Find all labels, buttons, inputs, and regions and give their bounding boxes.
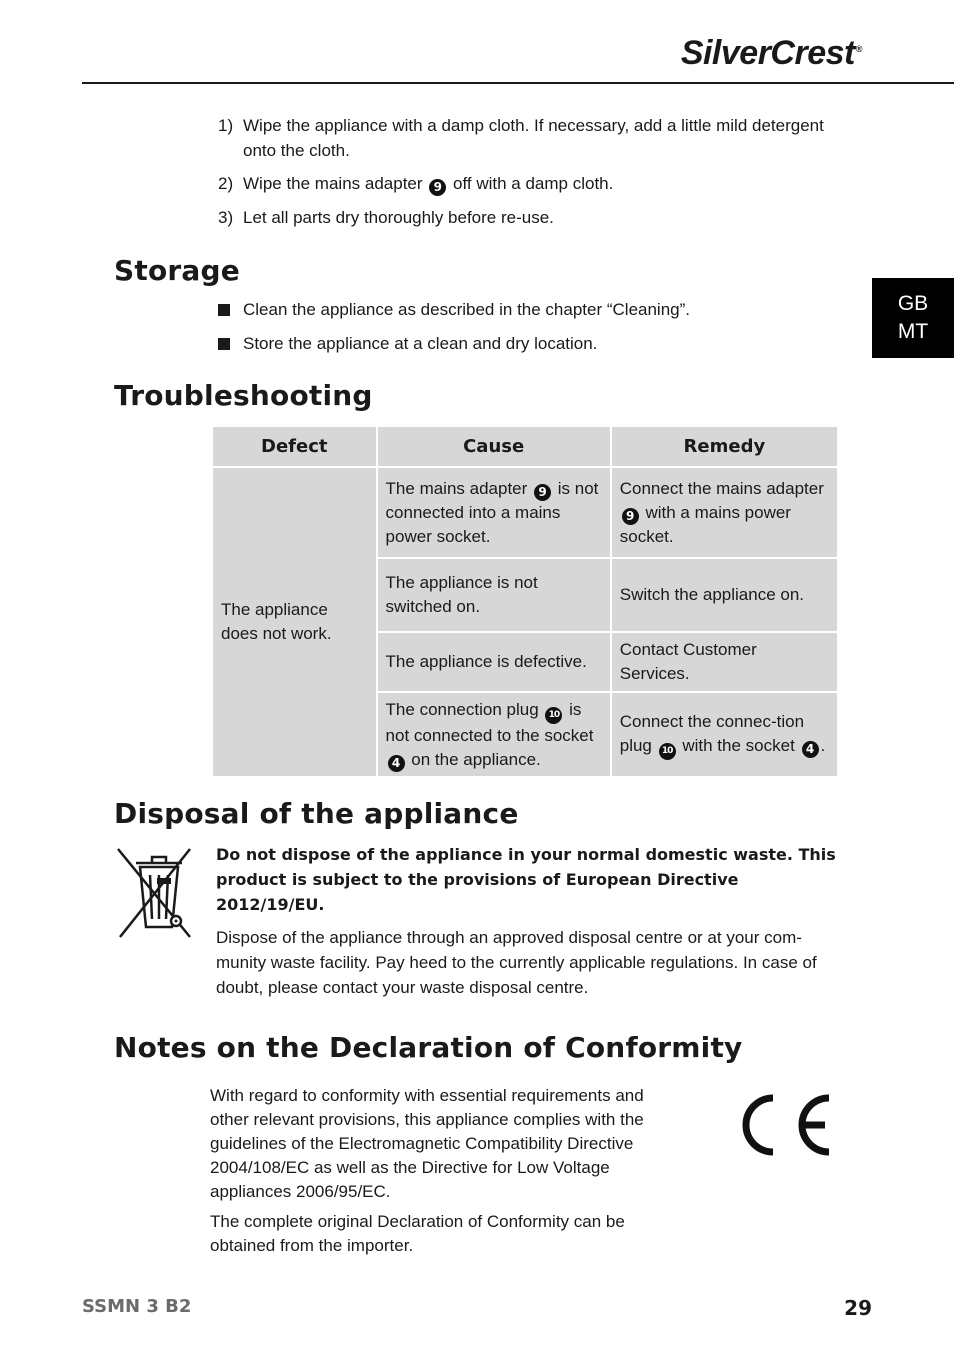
- cell-text: on the appliance.: [411, 749, 541, 769]
- storage-list: [218, 297, 838, 357]
- conformity-paragraph-2: The complete original Declaration of Conformity can be obtained from the importer.: [210, 1212, 625, 1255]
- conformity-heading: Notes on the Declaration of Conformity: [114, 1031, 743, 1064]
- step-number: 1): [218, 116, 234, 135]
- bullet-square-icon: [218, 304, 230, 316]
- header-rule: [82, 82, 954, 84]
- step-number: 3): [218, 208, 234, 227]
- crossed-bin-icon: [114, 845, 194, 940]
- list-item: [218, 113, 848, 163]
- brand-name: SilverCrest: [680, 34, 855, 72]
- reference-number-badge: 10: [545, 707, 562, 724]
- cell-text: is not connected into a mains power socket.: [385, 478, 599, 546]
- cleaning-steps: [218, 113, 848, 233]
- cell-text: The connection plug: [385, 699, 539, 719]
- cause-cell: [377, 558, 611, 632]
- defect-text: The appliance does not work.: [221, 600, 332, 643]
- column-header-cause: Cause: [377, 426, 611, 467]
- cell-text: is not connected to the socket: [385, 699, 594, 745]
- reference-number-badge: 9: [622, 508, 639, 525]
- column-header-remedy: Remedy: [611, 426, 838, 467]
- troubleshooting-table: [211, 425, 839, 778]
- cell-text: The mains adapter: [385, 478, 528, 498]
- step-text: [243, 171, 843, 196]
- reference-number-badge: 9: [429, 179, 446, 196]
- bullet-square-icon: [218, 338, 230, 350]
- page-number: 29: [844, 1296, 872, 1320]
- ce-mark-icon: [733, 1090, 833, 1160]
- cause-cell: [377, 467, 611, 558]
- reference-number-badge: 4: [388, 755, 405, 772]
- defect-cell: [212, 467, 377, 777]
- storage-heading: Storage: [114, 254, 240, 287]
- model-number: SSMN 3 B2: [82, 1296, 192, 1317]
- registered-mark: ®: [855, 43, 862, 54]
- step-text: Wipe the appliance with a damp cloth. If necessary, add a little mild detergent onto the cloth.: [243, 116, 824, 160]
- cell-text: Connect the connec-tion plug: [619, 711, 805, 755]
- language-tab: [872, 278, 954, 358]
- disposal-heading: Disposal of the appliance: [114, 797, 519, 830]
- step-number: 2): [218, 174, 234, 193]
- cell-text: Switch the appliance on.: [619, 585, 805, 604]
- remedy-cell: [611, 558, 838, 632]
- cell-text: .: [820, 735, 826, 755]
- cell-text: with the socket: [682, 735, 795, 755]
- cell-text: The appliance is defective.: [385, 652, 587, 671]
- cause-cell: [377, 692, 611, 777]
- remedy-cell: [611, 632, 838, 692]
- cell-text: The appliance is not switched on.: [385, 573, 538, 616]
- table-header-row: [212, 426, 838, 467]
- step-text-part: Wipe the mains adapter: [243, 174, 423, 193]
- disposal-warning: Do not dispose of the appliance in your normal domestic waste. This product is subject to the provisions of European Directive 2012/19/EU.: [216, 845, 836, 914]
- cell-text: with a mains power socket.: [619, 502, 791, 546]
- reference-number-badge: 9: [534, 484, 551, 501]
- cause-cell: [377, 632, 611, 692]
- bullet-text: Clean the appliance as described in the chapter “Cleaning”.: [243, 300, 690, 319]
- troubleshooting-heading: Troubleshooting: [114, 379, 373, 412]
- language-code-mt: MT: [897, 320, 929, 343]
- conformity-paragraph: With regard to conformity with essential requirements and other relevant provisions, this appliance complies with the guidelines of the Electromagnetic Compatibility Directive 2004/108/EC as well as the Directive for Low Voltage appliances 2006/95/EC.: [210, 1086, 644, 1201]
- remedy-cell: [611, 467, 838, 558]
- table-row: [212, 467, 838, 558]
- disposal-text: Dispose of the appliance through an approved disposal centre or at your com-munity waste facility. Pay heed to the currently applicable regulations. In case of doubt, please contact your waste disposal centre.: [216, 928, 817, 997]
- brand-logo: [681, 34, 862, 73]
- bullet-text: Store the appliance at a clean and dry location.: [243, 334, 598, 353]
- reference-number-badge: 10: [659, 743, 676, 760]
- cell-text: Contact Customer Services.: [619, 640, 757, 683]
- column-header-defect: Defect: [212, 426, 377, 467]
- step-text: Let all parts dry thoroughly before re-use.: [243, 208, 554, 227]
- language-code-gb: GB: [897, 292, 929, 315]
- remedy-cell: [611, 692, 838, 777]
- cell-text: Connect the mains adapter: [619, 478, 824, 498]
- reference-number-badge: 4: [802, 741, 819, 758]
- step-text-part: off with a damp cloth.: [453, 174, 614, 193]
